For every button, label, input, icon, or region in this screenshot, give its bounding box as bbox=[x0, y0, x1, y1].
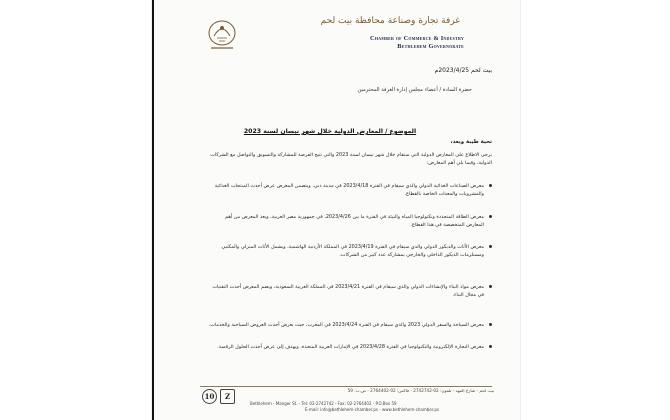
footer-address-arabic: بيت لحم - شارع المهد - تلفون: 02-2742742 - فاكس: 02-2764402 - ص.ب: 59 bbox=[347, 388, 494, 393]
letter-recipient: حضرة السادة / أعضاء مجلس إدارة الغرفة المحترمين bbox=[357, 87, 472, 93]
bullet-text: معرض الأثاث والديكور الدولي والذي سيقام في الفترة 2023/4/19 في المملكة الأردنية الهاشمية، ويشمل الأثاث المنزلي والمكتبي ومستلزمات الديكور الداخلي والخارجي بمشاركة عدد كبير من الشركات. bbox=[221, 244, 484, 258]
bullet-dot-icon bbox=[489, 323, 492, 326]
bullet-dot-icon bbox=[489, 215, 492, 218]
letter-page bbox=[152, 0, 520, 420]
bullet-text: معرض التجارة الإلكترونية والتكنولوجيا في الفترة 2023/4/28 في الإمارات العربية المتحدة، ويهدف إلى عرض أحدث الحلول الرقمية. bbox=[217, 344, 484, 350]
footer-divider bbox=[200, 386, 492, 387]
bullet-item bbox=[208, 343, 492, 351]
bullet-item bbox=[208, 321, 492, 329]
bullet-text: معرض الطاقة المتجددة وتكنولوجيا المياه والبيئة في الفترة ما بين 2023/4/26، في جمهورية مصر العربية، ويعد المعرض من أهم المعارض المتخصصة في هذا القطاع. bbox=[225, 214, 484, 228]
bullet-dot-icon bbox=[489, 285, 492, 288]
bullet-dot-icon bbox=[489, 245, 492, 248]
bullet-text: معرض السياحة والسفر الدولي 2023 والذي سيقام في الفترة 2023/4/24 في المغرب، حيث يعرض أحدث العروض السياحية والخدمات. bbox=[208, 322, 484, 328]
scan-edge bbox=[152, 0, 154, 420]
bullet-item bbox=[208, 213, 492, 229]
partner-logo-icon: Z bbox=[220, 389, 235, 404]
footer-contact[interactable]: E-mail: info@bethlehem-chamber.ps - www.bethlehem-chamber.ps bbox=[305, 407, 439, 412]
bullet-text: معرض الصناعات الغذائية الدولي والذي سيقام في الفترة 2023/4/18 في مدينة دبي، ويتضمن المعرض عرض أحدث المنتجات الغذائية والمشروبات والمعدات الخاصة بالقطاع. bbox=[214, 183, 484, 197]
letter-date: بيت لحم 2023/4/25م bbox=[434, 67, 492, 74]
letterhead-arabic-name: غرفة تجارة وصناعة محافظة بيت لحم bbox=[320, 16, 460, 26]
footer-logos bbox=[202, 389, 248, 409]
letterhead-english-line1: Chamber of Commerce & Industry bbox=[370, 35, 464, 42]
letterhead-english-name bbox=[294, 35, 464, 51]
bullet-item bbox=[208, 243, 492, 259]
chamber-logo-icon bbox=[202, 18, 242, 52]
bullet-item bbox=[208, 182, 492, 198]
bullet-dot-icon bbox=[489, 184, 492, 187]
anniversary-logo-icon: 10 bbox=[202, 389, 217, 404]
letter-greeting: تحية طيبة وبعد، bbox=[450, 139, 492, 145]
bullet-text: معرض مواد البناء والإنشاءات الدولي والذي سيقام في الفترة 2023/4/21 في المملكة العربية السعودية، ويضم المعرض أحدث التقنيات في مجال البناء. bbox=[212, 284, 484, 298]
letterhead-english-line2: Bethlehem Governorate bbox=[397, 43, 464, 50]
footer-address-english: Bethlehem - Manger St. - Tel: 02-2742742 - Fax: 02-2764402 - P.O.Box 59 bbox=[250, 401, 397, 406]
bullet-dot-icon bbox=[489, 345, 492, 348]
letter-subject: الموضوع / المعارض الدولية خلال شهر نيسان لسنة 2023 bbox=[243, 128, 417, 135]
letter-intro: يرجى الاطلاع على المعارض الدولية التي ستقام خلال شهر نيسان لسنة 2023 والتي تتيح الفرصة للمشاركة والتسويق والتواصل مع الشركات الدولية، وفيما يلي أهم المعارض: bbox=[210, 152, 492, 166]
bullet-item bbox=[208, 283, 492, 299]
